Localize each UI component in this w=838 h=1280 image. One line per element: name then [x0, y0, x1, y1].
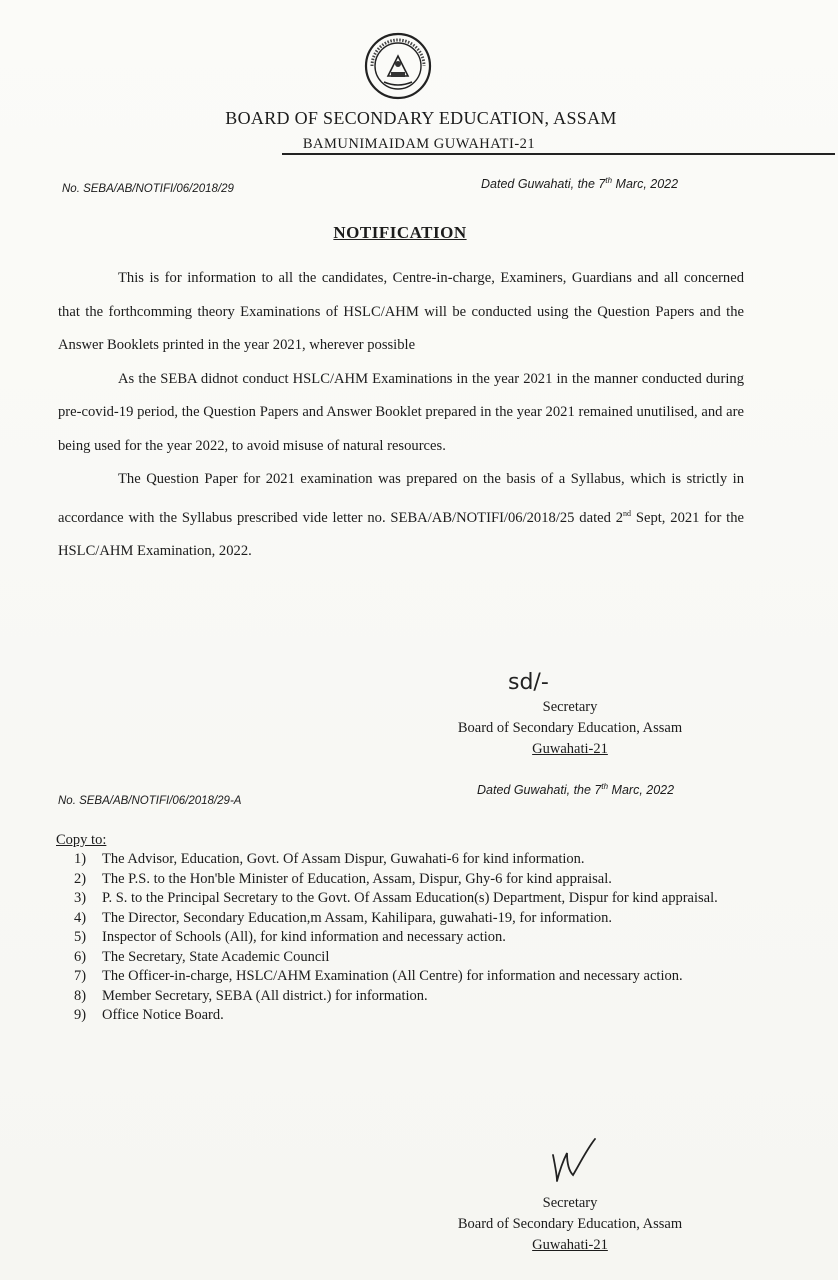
- handwritten-signature: [545, 1135, 600, 1185]
- signature-mark: sd/-: [508, 670, 549, 695]
- signatory-place: Guwahati-21: [532, 741, 608, 757]
- list-item: 3) P. S. to the Principal Secretary to the Govt. Of Assam Education(s) Department, Dispur for kind appraisal.: [74, 890, 718, 906]
- paragraph-1: This is for information to all the candidates, Centre-in-charge, Examiners, Guardians and all concerned that the forthcomming theory Examinations of HSLC/AHM will be conducted using the Question Papers and the Answer Booklets printed in the year 2021, wherever possible: [58, 270, 744, 353]
- list-item: 7) The Officer-in-charge, HSLC/AHM Examination (All Centre) for information and necessary action.: [74, 968, 683, 984]
- signatory-organisation: Board of Secondary Education, Assam: [457, 720, 683, 736]
- paragraph-3: The Question Paper for 2021 examination was prepared on the basis of a Syllabus, which is strictly in accordance with the Syllabus prescribed vide letter no. SEBA/AB/NOTIFI/06/2018/25 dated 2nd Sept, 2021 for the HSLC/AHM Examination, 2022.: [58, 471, 744, 559]
- signatory-organisation: Board of Secondary Education, Assam: [457, 1216, 683, 1232]
- list-item: 8) Member Secretary, SEBA (All district.) for information.: [74, 987, 428, 1004]
- signatory-designation: Secretary: [542, 699, 598, 715]
- list-item: 4) The Director, Secondary Education,m Assam, Kahilipara, guwahati-19, for information.: [74, 909, 612, 926]
- signature-block-2: [420, 1193, 720, 1256]
- list-item: 5) Inspector of Schools (All), for kind information and necessary action.: [74, 929, 506, 945]
- list-item: 9) Office Notice Board.: [74, 1007, 224, 1023]
- copy-date: Dated Guwahati, the 7th Marc, 2022: [477, 782, 675, 798]
- header-divider: [282, 153, 835, 155]
- notification-title: NOTIFICATION: [333, 223, 467, 242]
- notification-ref-no: No. SEBA/AB/NOTIFI/06/2018/29: [62, 183, 234, 195]
- paragraph-2: As the SEBA didnot conduct HSLC/AHM Examinations in the year 2021 in the manner conducted during pre-covid-19 period, the Question Papers and Answer Booklet prepared in the year 2021 remained unutilised, and are being used for the year 2022, to avoid misuse of natural resources.: [58, 370, 744, 454]
- signatory-designation: Secretary: [542, 1195, 598, 1211]
- notification-body: [58, 262, 744, 568]
- signature-block-1: [420, 697, 720, 760]
- list-item: 6) The Secretary, State Academic Council: [74, 948, 330, 965]
- list-item: 1) The Advisor, Education, Govt. Of Assam Dispur, Guwahati-6 for kind information.: [74, 851, 585, 867]
- notification-date: Dated Guwahati, the 7th Marc, 2022: [481, 176, 679, 192]
- seba-seal-logo: [364, 32, 432, 100]
- board-name: BOARD OF SECONDARY EDUCATION, ASSAM: [225, 108, 617, 128]
- copy-to-list: [56, 850, 742, 1026]
- board-address: BAMUNIMAIDAM GUWAHATI-21: [302, 136, 536, 152]
- copy-ref-no: No. SEBA/AB/NOTIFI/06/2018/29-A: [58, 795, 242, 807]
- copy-to-heading: Copy to:: [56, 832, 107, 848]
- list-item: 2) The P.S. to the Hon'ble Minister of Education, Assam, Dispur, Ghy-6 for kind appraisal.: [74, 870, 612, 887]
- signatory-place: Guwahati-21: [532, 1237, 608, 1253]
